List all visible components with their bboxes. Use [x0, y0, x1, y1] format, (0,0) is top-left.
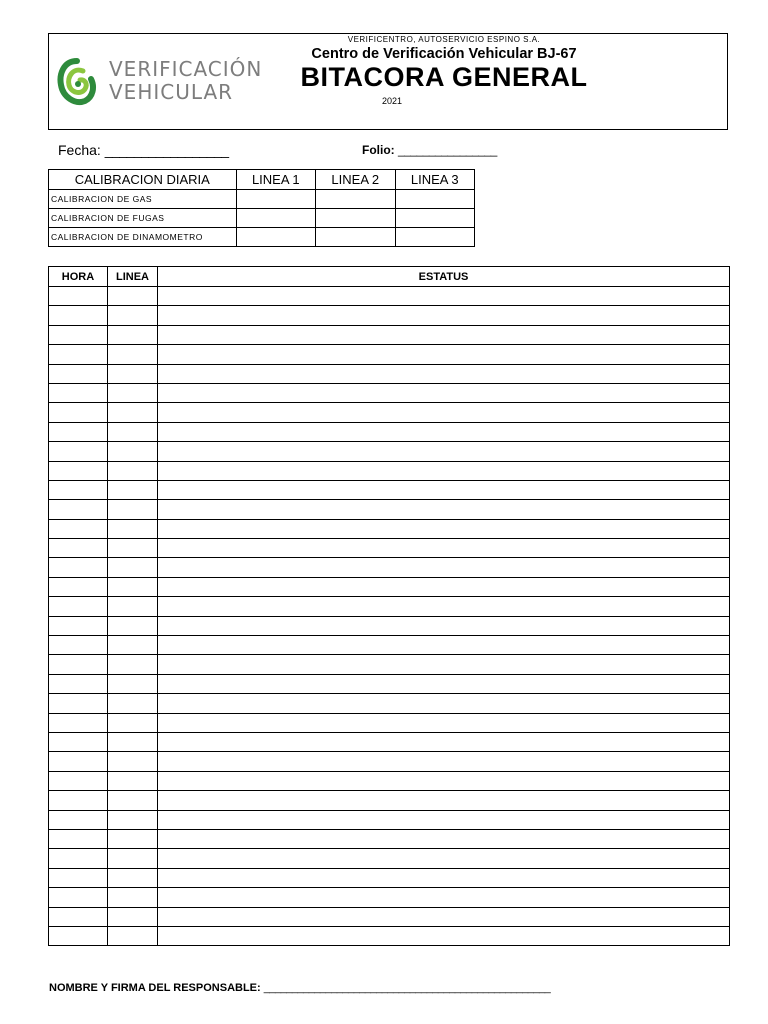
- fecha-line: _________________: [104, 142, 229, 158]
- fecha-label: Fecha:: [58, 142, 101, 158]
- hora-cell[interactable]: [49, 810, 108, 829]
- estatus-cell[interactable]: [158, 655, 730, 674]
- calibration-cell[interactable]: [316, 190, 395, 209]
- linea-cell[interactable]: [108, 500, 158, 519]
- estatus-cell[interactable]: [158, 422, 730, 441]
- log-body: [49, 287, 730, 946]
- folio-line: ________________: [398, 143, 497, 157]
- estatus-cell[interactable]: [158, 849, 730, 868]
- calibration-header-row: [49, 170, 475, 190]
- calibration-row-dinamometro: [49, 228, 475, 247]
- log-row: [49, 732, 730, 751]
- linea-cell[interactable]: [108, 597, 158, 616]
- estatus-cell[interactable]: [158, 791, 730, 810]
- log-row: [49, 345, 730, 364]
- estatus-cell[interactable]: [158, 403, 730, 422]
- hora-cell[interactable]: [49, 325, 108, 344]
- hora-cell[interactable]: [49, 713, 108, 732]
- logo-text-line1: VERIFICACIÓN: [109, 57, 263, 81]
- hora-cell[interactable]: [49, 519, 108, 538]
- signature-label: NOMBRE Y FIRMA DEL RESPONSABLE:: [49, 982, 261, 994]
- hora-cell[interactable]: [49, 849, 108, 868]
- log-row: [49, 539, 730, 558]
- log-row: [49, 636, 730, 655]
- estatus-cell[interactable]: [158, 480, 730, 499]
- calibration-row-label: CALIBRACION DE DINAMOMETRO: [49, 228, 237, 247]
- log-row: [49, 325, 730, 344]
- logo-text-line2: VEHICULAR: [109, 80, 234, 104]
- hora-cell[interactable]: [49, 636, 108, 655]
- log-row: [49, 849, 730, 868]
- log-row: [49, 713, 730, 732]
- estatus-cell[interactable]: [158, 539, 730, 558]
- estatus-cell[interactable]: [158, 577, 730, 596]
- log-row: [49, 403, 730, 422]
- hora-cell[interactable]: [49, 287, 108, 306]
- hora-cell[interactable]: [49, 364, 108, 383]
- linea-cell[interactable]: [108, 519, 158, 538]
- estatus-cell[interactable]: [158, 636, 730, 655]
- estatus-cell[interactable]: [158, 597, 730, 616]
- fecha-field[interactable]: [58, 142, 229, 158]
- estatus-cell[interactable]: [158, 732, 730, 751]
- signature-line: ___________________________________________________: [263, 982, 551, 994]
- linea-cell[interactable]: [108, 345, 158, 364]
- hora-cell[interactable]: [49, 383, 108, 402]
- estatus-cell[interactable]: [158, 519, 730, 538]
- calibration-cell[interactable]: [236, 228, 315, 247]
- log-row: [49, 364, 730, 383]
- estatus-cell[interactable]: [158, 500, 730, 519]
- hora-cell[interactable]: [49, 752, 108, 771]
- hora-cell[interactable]: [49, 461, 108, 480]
- calibration-table: [48, 169, 475, 247]
- linea-1-header: LINEA 1: [236, 170, 315, 190]
- hora-cell[interactable]: [49, 539, 108, 558]
- linea-cell[interactable]: [108, 888, 158, 907]
- hora-cell[interactable]: [49, 868, 108, 887]
- calibration-row-label: CALIBRACION DE GAS: [49, 190, 237, 209]
- log-row: [49, 597, 730, 616]
- hora-cell[interactable]: [49, 926, 108, 945]
- linea-cell[interactable]: [108, 480, 158, 499]
- hora-cell[interactable]: [49, 597, 108, 616]
- estatus-cell[interactable]: [158, 810, 730, 829]
- estatus-cell[interactable]: [158, 868, 730, 887]
- linea-cell[interactable]: [108, 383, 158, 402]
- estatus-cell[interactable]: [158, 829, 730, 848]
- log-row: [49, 577, 730, 596]
- log-row: [49, 810, 730, 829]
- linea-cell[interactable]: [108, 655, 158, 674]
- linea-cell[interactable]: [108, 674, 158, 693]
- hora-cell[interactable]: [49, 694, 108, 713]
- linea-cell[interactable]: [108, 732, 158, 751]
- estatus-cell[interactable]: [158, 616, 730, 635]
- log-row: [49, 926, 730, 945]
- log-row: [49, 907, 730, 926]
- log-row: [49, 694, 730, 713]
- log-row: [49, 500, 730, 519]
- hora-cell[interactable]: [49, 791, 108, 810]
- linea-cell[interactable]: [108, 403, 158, 422]
- linea-cell[interactable]: [108, 539, 158, 558]
- estatus-cell[interactable]: [158, 926, 730, 945]
- calibration-cell[interactable]: [316, 209, 395, 228]
- linea-cell[interactable]: [108, 713, 158, 732]
- estatus-cell[interactable]: [158, 383, 730, 402]
- log-row: [49, 868, 730, 887]
- estatus-cell[interactable]: [158, 771, 730, 790]
- linea-cell[interactable]: [108, 558, 158, 577]
- calibration-row-fugas: [49, 209, 475, 228]
- hora-cell[interactable]: [49, 829, 108, 848]
- estatus-cell[interactable]: [158, 306, 730, 325]
- calibration-cell[interactable]: [236, 209, 315, 228]
- calibration-cell[interactable]: [395, 209, 474, 228]
- hora-cell[interactable]: [49, 442, 108, 461]
- linea-cell[interactable]: [108, 422, 158, 441]
- signature-field[interactable]: [49, 982, 550, 994]
- calibration-header: CALIBRACION DIARIA: [49, 170, 237, 190]
- document-header: [48, 33, 728, 130]
- log-row: [49, 791, 730, 810]
- company-name: VERIFICENTRO, AUTOSERVICIO ESPINO S.A.: [347, 35, 541, 44]
- estatus-cell[interactable]: [158, 442, 730, 461]
- calibration-cell[interactable]: [236, 190, 315, 209]
- estatus-cell[interactable]: [158, 287, 730, 306]
- log-row: [49, 616, 730, 635]
- estatus-cell[interactable]: [158, 888, 730, 907]
- log-header-row: [49, 267, 730, 287]
- linea-cell[interactable]: [108, 849, 158, 868]
- linea-cell[interactable]: [108, 810, 158, 829]
- calibration-cell[interactable]: [395, 228, 474, 247]
- log-row: [49, 461, 730, 480]
- folio-label: Folio:: [362, 143, 395, 157]
- page-title: BITACORA GENERAL: [300, 62, 588, 92]
- linea-cell[interactable]: [108, 442, 158, 461]
- linea-cell[interactable]: [108, 306, 158, 325]
- linea-cell[interactable]: [108, 287, 158, 306]
- log-table: [48, 266, 730, 946]
- calibration-cell[interactable]: [395, 190, 474, 209]
- hora-cell[interactable]: [49, 674, 108, 693]
- folio-field[interactable]: [362, 143, 497, 157]
- logo-wordmark: [109, 58, 262, 104]
- calibration-cell[interactable]: [316, 228, 395, 247]
- hora-cell[interactable]: [49, 345, 108, 364]
- hora-cell[interactable]: [49, 422, 108, 441]
- linea-cell[interactable]: [108, 771, 158, 790]
- log-row: [49, 287, 730, 306]
- calibration-row-gas: [49, 190, 475, 209]
- hora-cell[interactable]: [49, 732, 108, 751]
- log-row: [49, 519, 730, 538]
- logo: [57, 54, 277, 110]
- estatus-cell[interactable]: [158, 674, 730, 693]
- log-row: [49, 752, 730, 771]
- linea-cell[interactable]: [108, 791, 158, 810]
- linea-cell[interactable]: [108, 325, 158, 344]
- log-row: [49, 655, 730, 674]
- linea-header: LINEA: [108, 267, 158, 287]
- hora-cell[interactable]: [49, 403, 108, 422]
- hora-cell[interactable]: [49, 616, 108, 635]
- log-row: [49, 771, 730, 790]
- hora-cell[interactable]: [49, 771, 108, 790]
- swirl-logo-icon: [57, 57, 97, 107]
- estatus-cell[interactable]: [158, 558, 730, 577]
- log-row: [49, 888, 730, 907]
- log-row: [49, 306, 730, 325]
- linea-cell[interactable]: [108, 926, 158, 945]
- estatus-cell[interactable]: [158, 364, 730, 383]
- linea-cell[interactable]: [108, 364, 158, 383]
- estatus-cell[interactable]: [158, 461, 730, 480]
- hora-cell[interactable]: [49, 577, 108, 596]
- linea-cell[interactable]: [108, 752, 158, 771]
- estatus-cell[interactable]: [158, 694, 730, 713]
- estatus-cell[interactable]: [158, 345, 730, 364]
- hora-cell[interactable]: [49, 480, 108, 499]
- hora-cell[interactable]: [49, 558, 108, 577]
- hora-cell[interactable]: [49, 655, 108, 674]
- estatus-cell[interactable]: [158, 907, 730, 926]
- center-title: Centro de Verificación Vehicular BJ-67: [311, 46, 577, 62]
- linea-2-header: LINEA 2: [316, 170, 395, 190]
- linea-3-header: LINEA 3: [395, 170, 474, 190]
- linea-cell[interactable]: [108, 636, 158, 655]
- log-row: [49, 558, 730, 577]
- log-row: [49, 829, 730, 848]
- linea-cell[interactable]: [108, 616, 158, 635]
- hora-cell[interactable]: [49, 306, 108, 325]
- hora-cell[interactable]: [49, 500, 108, 519]
- linea-cell[interactable]: [108, 868, 158, 887]
- estatus-cell[interactable]: [158, 752, 730, 771]
- hora-header: HORA: [49, 267, 108, 287]
- log-row: [49, 422, 730, 441]
- linea-cell[interactable]: [108, 829, 158, 848]
- log-row: [49, 383, 730, 402]
- linea-cell[interactable]: [108, 907, 158, 926]
- calibration-row-label: CALIBRACION DE FUGAS: [49, 209, 237, 228]
- estatus-header: ESTATUS: [158, 267, 730, 287]
- log-row: [49, 480, 730, 499]
- linea-cell[interactable]: [108, 577, 158, 596]
- estatus-cell[interactable]: [158, 325, 730, 344]
- linea-cell[interactable]: [108, 461, 158, 480]
- hora-cell[interactable]: [49, 888, 108, 907]
- log-row: [49, 442, 730, 461]
- linea-cell[interactable]: [108, 694, 158, 713]
- estatus-cell[interactable]: [158, 713, 730, 732]
- hora-cell[interactable]: [49, 907, 108, 926]
- log-row: [49, 674, 730, 693]
- year: 2021: [381, 96, 403, 106]
